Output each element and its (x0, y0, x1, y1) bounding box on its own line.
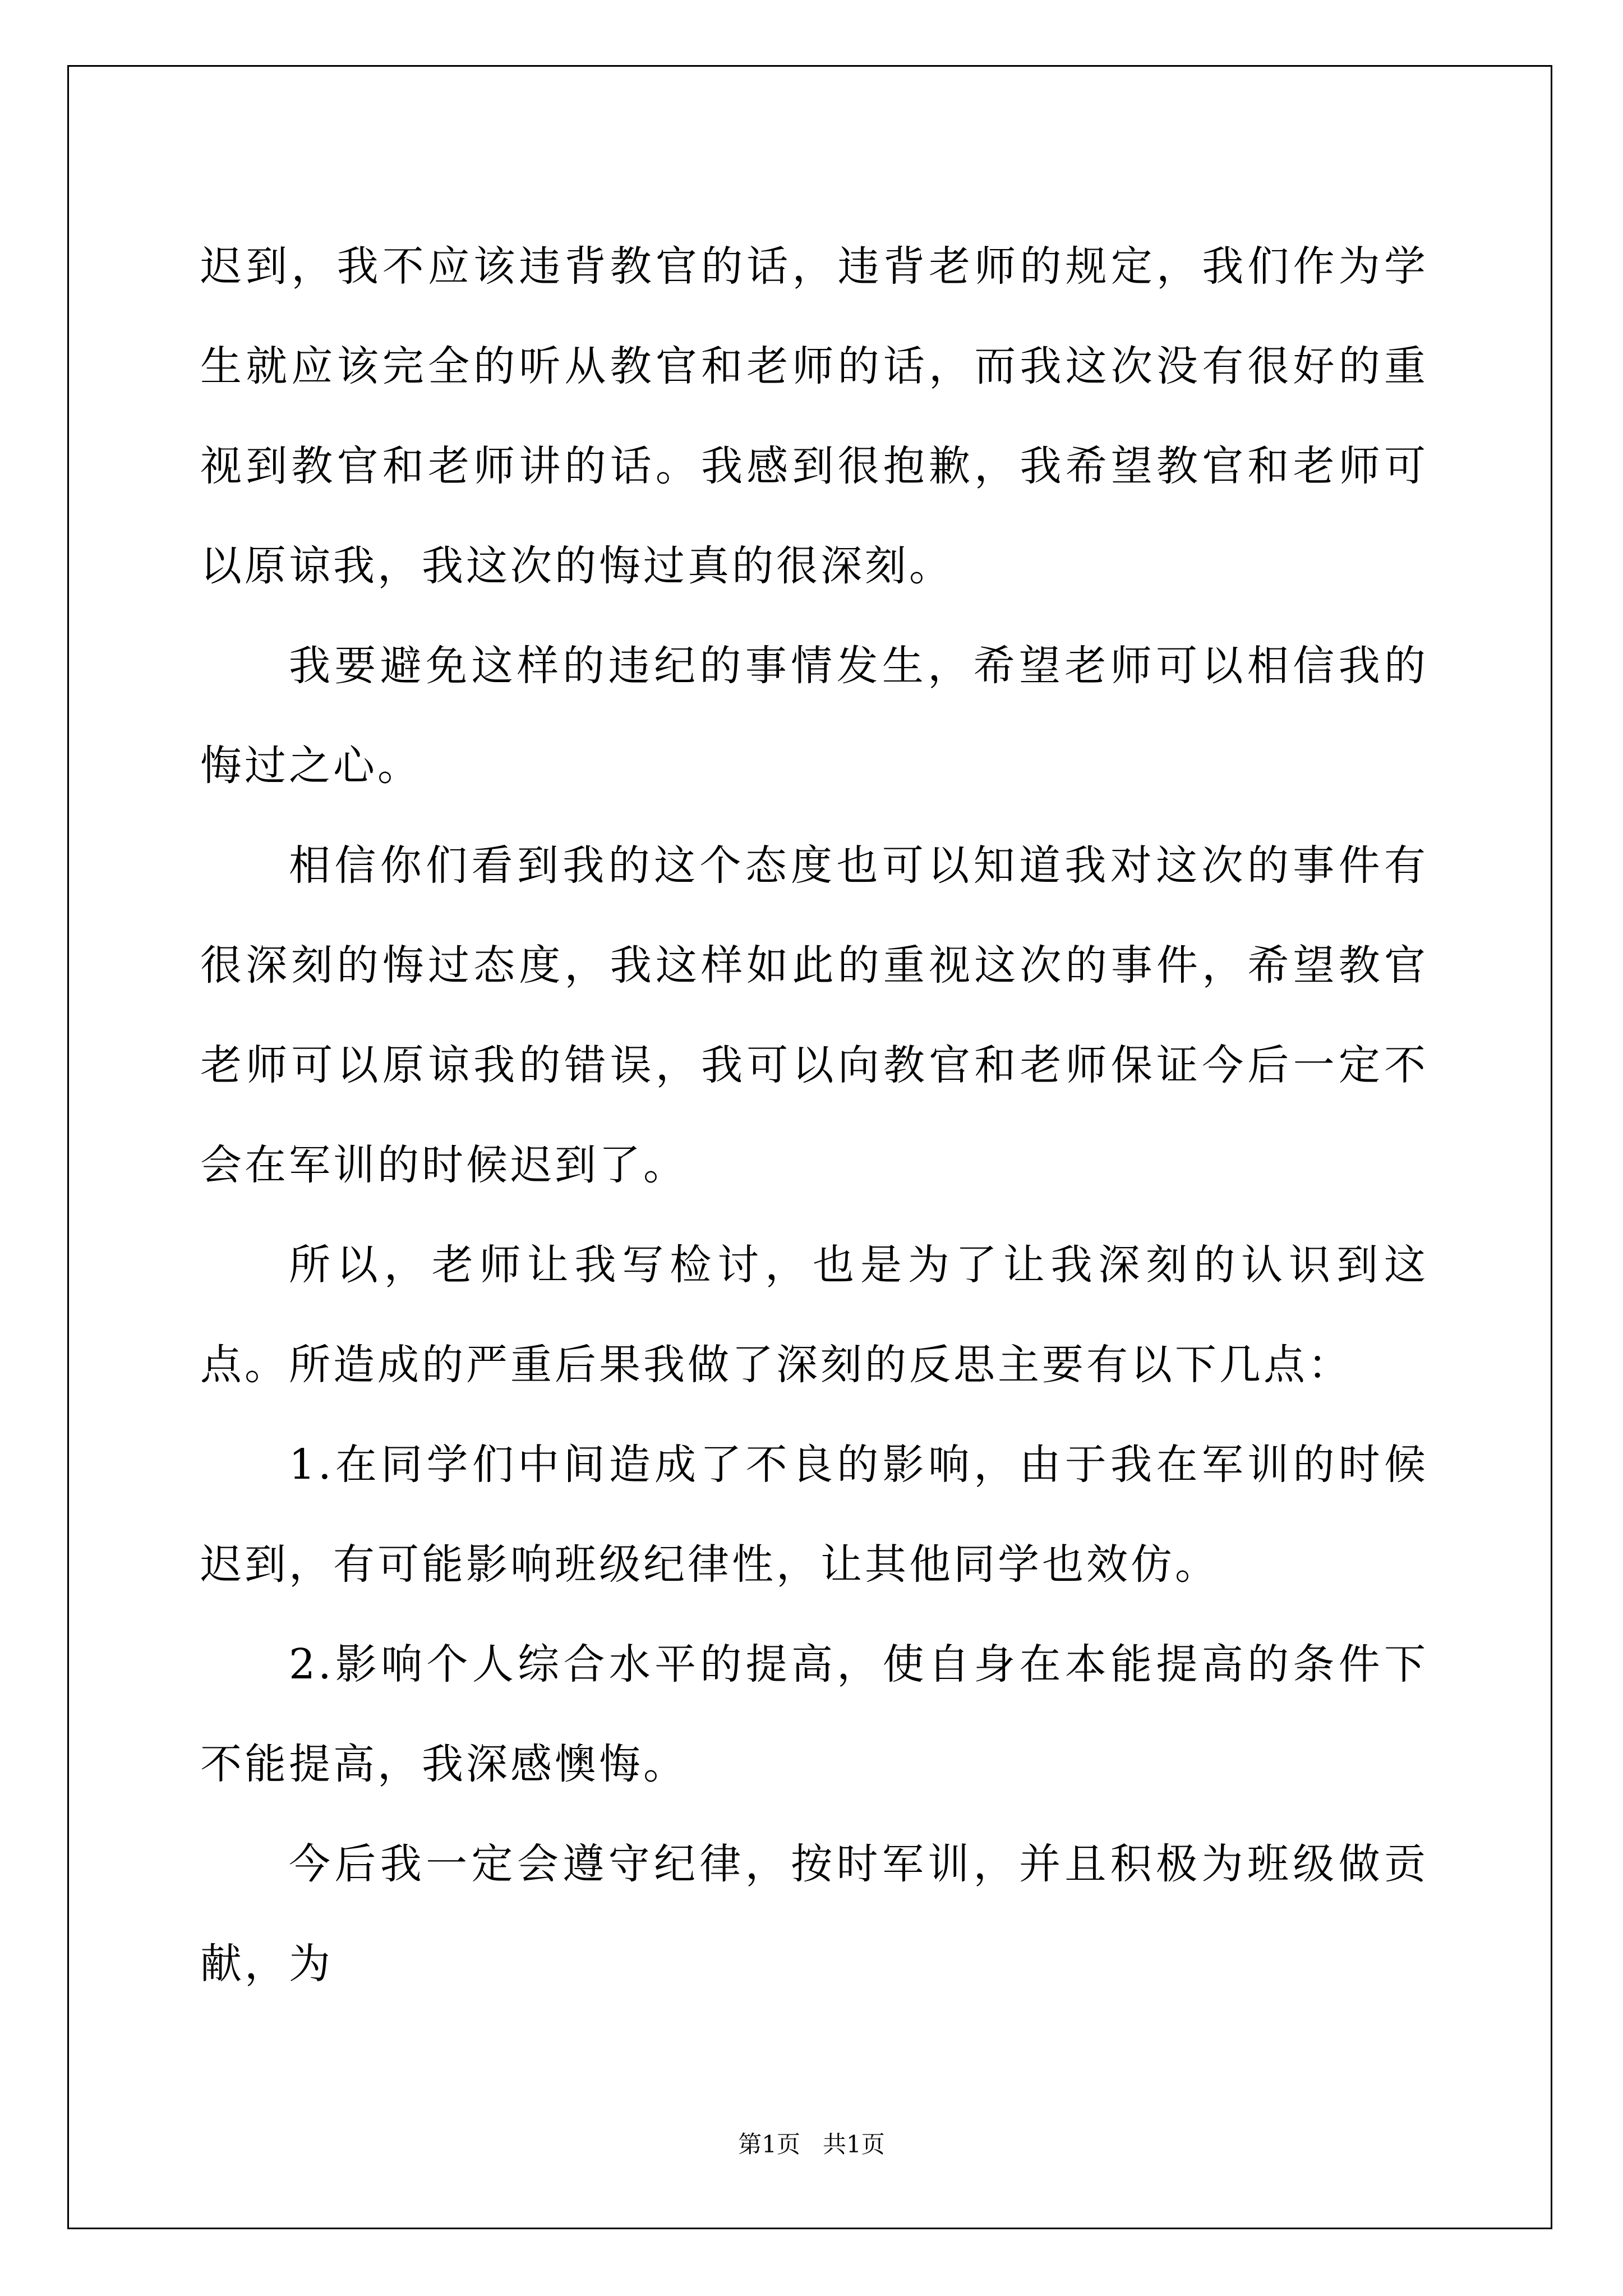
page-number: 第1页 (738, 2131, 800, 2158)
page-total: 共1页 (823, 2131, 885, 2158)
paragraph-7: 今后我一定会遵守纪律，按时军训，并且积极为班级做贡献，为 (200, 1840, 1428, 1988)
document-body (200, 217, 1428, 2014)
paragraph-6: 2.影响个人综合水平的提高，使自身在本能提高的条件下不能提高，我深感懊悔。 (200, 1640, 1428, 1788)
paragraph-3: 相信你们看到我的这个态度也可以知道我对这次的事件有很深刻的悔过态度，我这样如此的重视这次的事件，希望教官老师可以原谅我的错误，我可以向教官和老师保证今后一定不会在军训的时候迟到了。 (200, 841, 1428, 1189)
paragraph-4: 所以，老师让我写检讨，也是为了让我深刻的认识到这点。所造成的严重后果我做了深刻的反思主要有以下几点： (200, 1241, 1428, 1389)
paragraph-5: 1.在同学们中间造成了不良的影响，由于我在军训的时候迟到，有可能影响班级纪律性，让其他同学也效仿。 (200, 1441, 1428, 1589)
paragraph-1: 迟到，我不应该违背教官的话，违背老师的规定，我们作为学生就应该完全的听从教官和老师的话，而我这次没有很好的重视到教官和老师讲的话。我感到很抱歉，我希望教官和老师可以原谅我，我这次的悔过真的很深刻。 (200, 242, 1428, 590)
page-footer (0, 2130, 1623, 2159)
paragraph-2: 我要避免这样的违纪的事情发生，希望老师可以相信我的悔过之心。 (200, 642, 1428, 790)
